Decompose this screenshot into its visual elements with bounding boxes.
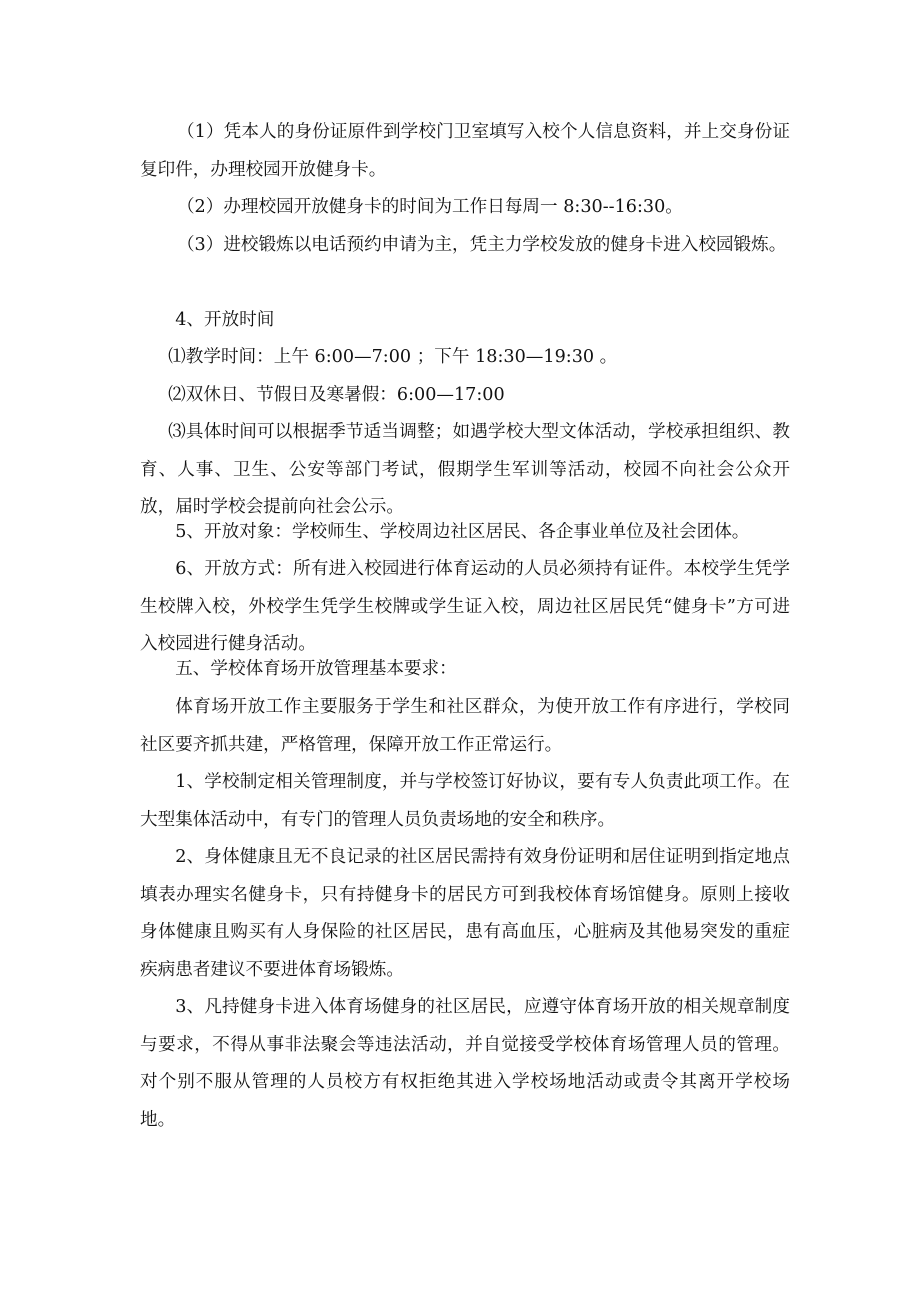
section-heading-management: 五、学校体育场开放管理基本要求：: [175, 659, 457, 679]
paragraph-requirement-3: 3、凡持健身卡进入体育场健身的社区居民，应遵守体育场开放的相关规章制度与要求，不得从事非法聚会等违法活动，并自觉接受学校体育场管理人员的管理。对个别不服从管理的人员校方有权拒绝其进入学校场地活动或责令其离开学校场地。: [140, 997, 790, 1130]
paragraph-procedure-2: （2）办理校园开放健身卡的时间为工作日每周一 8:30--16:30。: [176, 197, 683, 217]
paragraph-open-target: 5、开放对象：学校师生、学校周边社区居民、各企事业单位及社会团体。: [175, 522, 750, 542]
paragraph-teaching-time: ⑴教学时间：上午 6:00—7:00 ；下午 18:30—19:30 。: [168, 347, 618, 367]
paragraph-open-method: 6、开放方式：所有进入校园进行体育运动的人员必须持有证件。本校学生凭学生校牌入校，外校学生凭学生校牌或学生证入校，周边社区居民凭“健身卡”方可进入校园进行健身活动。: [140, 559, 790, 654]
paragraph-management-intro: 体育场开放工作主要服务于学生和社区群众，为使开放工作有序进行，学校同社区要齐抓共建，严格管理，保障开放工作正常运行。: [140, 697, 790, 755]
section-heading-opening-hours: 4、开放时间: [175, 310, 275, 330]
paragraph-time-adjustment: ⑶具体时间可以根据季节适当调整；如遇学校大型文体活动，学校承担组织、教育、人事、卫生、公安等部门考试，假期学生军训等活动，校园不向社会公众开放，届时学校会提前向社会公示。: [140, 422, 790, 517]
paragraph-procedure-1: （1）凭本人的身份证原件到学校门卫室填写入校个人信息资料，并上交身份证复印件，办理校园开放健身卡。: [140, 122, 790, 180]
paragraph-requirement-2: 2、身体健康且无不良记录的社区居民需持有效身份证明和居住证明到指定地点填表办理实名健身卡，只有持健身卡的居民方可到我校体育场馆健身。原则上接收身体健康且购买有人身保险的社区居民，患有高血压，心脏病及其他易突发的重症疾病患者建议不要进体育场锻炼。: [140, 847, 790, 980]
paragraph-procedure-3: （3）进校锻炼以电话预约申请为主，凭主力学校发放的健身卡进入校园锻炼。: [176, 235, 787, 255]
paragraph-holiday-time: ⑵双休日、节假日及寒暑假：6:00—17:00: [168, 385, 505, 405]
paragraph-requirement-1: 1、学校制定相关管理制度，并与学校签订好协议，要有专人负责此项工作。在大型集体活动中，有专门的管理人员负责场地的安全和秩序。: [140, 772, 790, 830]
